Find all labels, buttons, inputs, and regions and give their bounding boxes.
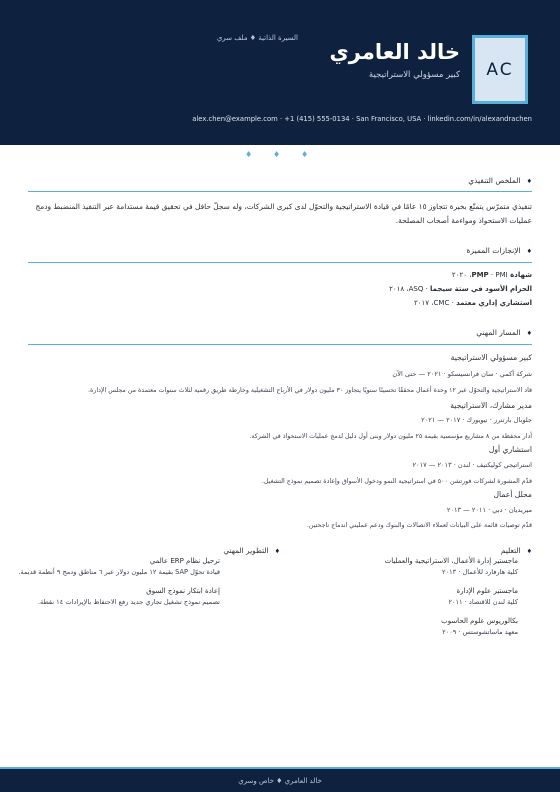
diamond-icon: ♦ xyxy=(526,248,532,255)
resume-header xyxy=(0,0,560,145)
achievement-item: استشاري إداري معتمد · CMC، ٢٠١٧ xyxy=(414,299,532,307)
education-degree: ماجستير علوم الإدارة xyxy=(456,587,518,595)
role-title: كبير مسؤولي الاستراتيجية xyxy=(450,353,532,362)
candidate-name: خالد العامري xyxy=(329,40,460,64)
education-school: معهد ماساتشوستس · ٢٠٠٩ xyxy=(442,628,518,636)
section-rule xyxy=(28,344,532,345)
confidential-label: السيرة الذاتية ♦ ملف سري xyxy=(216,34,298,42)
role-meta: ميريديان · دبي · ٢٠١١ — ٢٠١٣ xyxy=(446,506,532,514)
diamond-icon: ♦ xyxy=(526,178,532,185)
summary-text: تنفيذي متمرّس يتمتّع بخبرة تتجاوز ١٥ عامًا في قيادة الاستراتيجية والتحوّل لدى كبرى الشركات، وله سجلّ حافل في تحقيق قيمة مستدامة عبر التنفيذ المنضبط ودمج عمليات الاستحواذ ومواءمة أصحاب المصلحة. xyxy=(35,202,532,225)
role-title: مدير مشارك، الاستراتيجية xyxy=(450,401,532,410)
avatar-initials: AC xyxy=(486,59,514,80)
diamond-icon: ♦ xyxy=(526,330,532,337)
achievement-item: الحزام الأسود في ستة سيجما · ASQ، ٢٠١٨ xyxy=(389,285,532,293)
section-rule xyxy=(28,262,532,263)
resume-footer xyxy=(0,769,560,792)
section-rule xyxy=(28,191,532,192)
education-heading: ♦التعليم xyxy=(500,546,532,555)
education-school: كلية هارفارد للأعمال · ٢٠١٣ xyxy=(442,568,518,576)
role-meta: استراتيجي كوليكتيف · لندن · ٢٠١٣ — ٢٠١٧ xyxy=(412,461,532,469)
role-description: قاد الاستراتيجية والتحوّل عبر ١٢ وحدة أعمال محققًا تحسينًا سنويًا يتجاوز ٣٠ مليون دولار في الأرباح التشغيلية وخارطة طريق رقمية لثلاث سنوات معتمدة من مجلس الإدارة. xyxy=(88,387,532,394)
role-description: قدّم المشورة لشركات فورتشن ٥٠٠ في استراتيجية النمو ودخول الأسواق وإعادة تصميم نموذج التشغيل. xyxy=(261,478,532,485)
diamond-icon: ♦ xyxy=(526,548,532,555)
candidate-title: كبير مسؤولي الاستراتيجية xyxy=(368,70,460,80)
diamond-icon: ♦ xyxy=(301,150,309,159)
development-description: قيادة تحوّل SAP بقيمة ١٢ مليون دولار عبر ٦ مناطق ودمج ٩ أنظمة قديمة. xyxy=(18,568,220,576)
education-school: كلية لندن للاقتصاد · ٢٠١١ xyxy=(448,598,518,606)
diamond-icon: ♦ xyxy=(245,150,253,159)
diamond-divider xyxy=(0,150,560,164)
footer-text: خالد العامري ♦ خاص وسري xyxy=(238,776,322,785)
achievement-item: شهادة PMP · PMI، ٢٠٢٠ xyxy=(451,271,532,279)
development-title: ترحيل نظام ERP عالمي xyxy=(149,557,220,565)
role-description: قدّم توصيات قائمة على البيانات لعملاء الاتصالات والبنوك ودعم عمليتي اندماج ناجحتين. xyxy=(306,522,532,529)
contact-line: alex.chen@example.com · +1 (415) 555-0134 · San Francisco, USA · linkedin.com/in/alexandrachen xyxy=(192,115,532,123)
diamond-icon: ♦ xyxy=(274,548,280,555)
education-degree: بكالوريوس علوم الحاسوب xyxy=(441,617,518,625)
role-title: محلل أعمال xyxy=(493,490,532,499)
development-title: إعادة ابتكار نموذج السوق xyxy=(146,587,220,595)
role-meta: شركة أكمي · سان فرانسيسكو · ٢٠٢١ — حتى الآن xyxy=(392,370,532,378)
development-description: تصميم نموذج تشغيل تجاري جديد رفع الاحتفاظ بالإيرادات ١٤ نقطة. xyxy=(37,598,220,606)
summary-heading: ♦الملخص التنفيذي xyxy=(468,176,532,185)
career-heading: ♦المسار المهني xyxy=(476,328,532,337)
role-description: أدار محفظة من ٨ مشاريع مؤسسية بقيمة ٢٥ مليون دولار وبنى أول دليل لدمج عمليات الاستحواذ في الشركة. xyxy=(249,433,532,440)
role-title: استشاري أول xyxy=(488,445,532,454)
development-heading: ♦التطوير المهني xyxy=(223,546,280,555)
role-meta: جلوبال بارتنرز · نيويورك · ٢٠١٧ — ٢٠٢١ xyxy=(421,416,532,424)
diamond-icon: ♦ xyxy=(273,150,281,159)
education-degree: ماجستير إدارة الأعمال، الاستراتيجية والعمليات xyxy=(384,557,518,565)
avatar xyxy=(472,35,528,104)
achievements-heading: ♦الإنجازات المميزة xyxy=(466,246,532,255)
